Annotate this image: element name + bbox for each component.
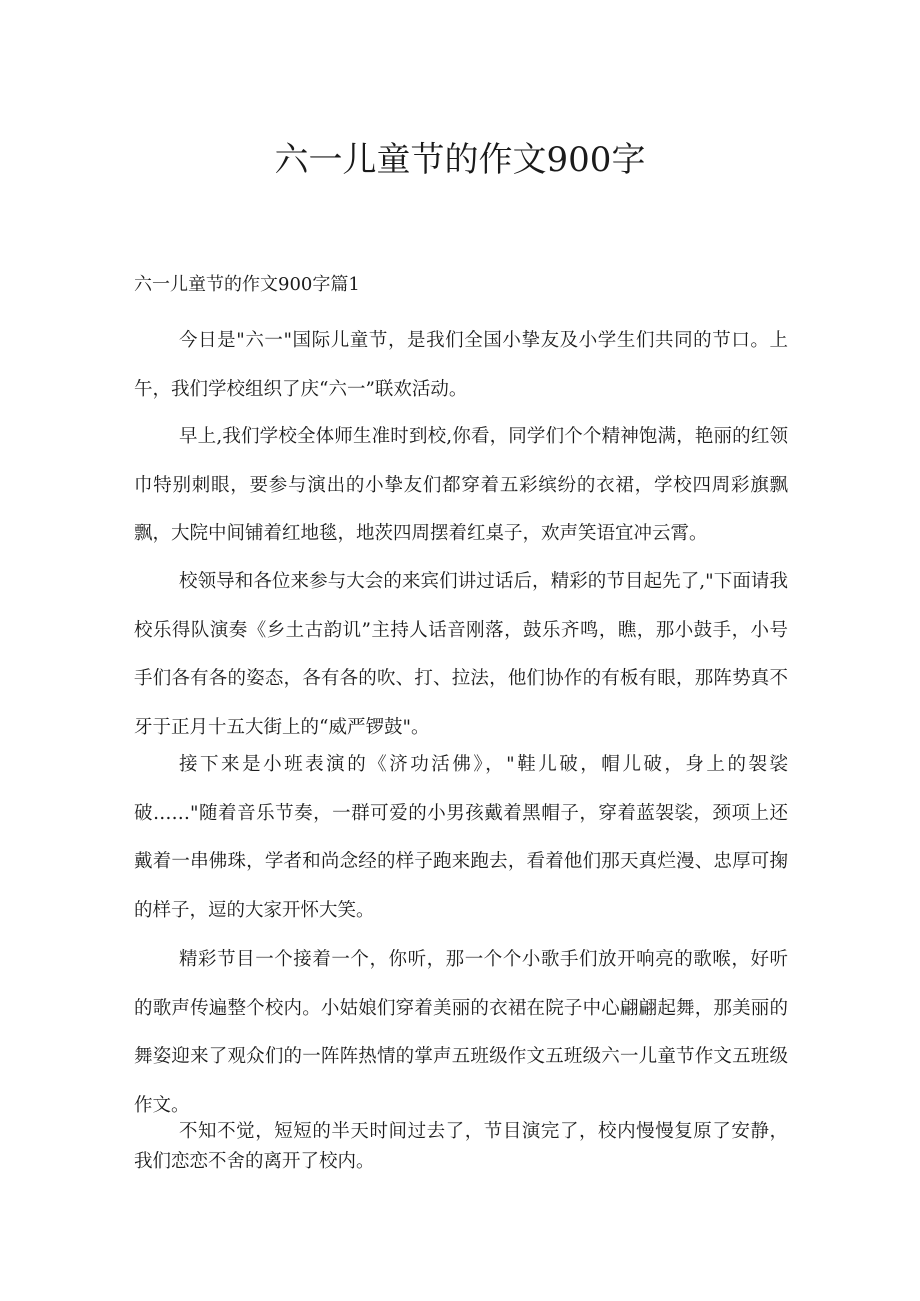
paragraph-1: 今日是"六一"国际儿童节，是我们全国小挚友及小学生们共同的节口。上午，我们学校组织了庆“六一”联欢活动。 bbox=[134, 330, 788, 400]
paragraph-6: 不知不觉，短短的半天时间过去了，节目演完了，校内慢慢复原了安静，我们恋恋不舍的离开了校内。 bbox=[134, 1121, 788, 1172]
paragraph-5: 精彩节目一个接着一个，你听，那一个个小歌手们放开响亮的歌喉，好听的歌声传遍整个校内。小姑娘们穿着美丽的衣裙在院子中心翩翩起舞，那美丽的舞姿迎来了观众们的一阵阵热情的掌声五班级作文五班级六一儿童节作文五班级作文。 bbox=[134, 949, 788, 1116]
paragraph-2: 早上,我们学校全体师生准时到校,你看，同学们个个精神饱满，艳丽的红领巾特别刺眼，要参与演出的小挚友们都穿着五彩缤纷的衣裙，学校四周彩旗飘飘，大院中间铺着红地毯，地茨四周摆着红桌子，欢声笑语宜冲云霄。 bbox=[134, 426, 788, 544]
document-title: 六一儿童节的作文900字 bbox=[274, 140, 646, 180]
paragraph-3: 校领导和各位来参与大会的来宾们讲过话后，精彩的节目起先了,"下面请我校乐得队演奏《乡土古韵讥”主持人话音刚落，鼓乐齐鸣，瞧，那小鼓手，小号手们各有各的姿态，各有各的吹、打、拉法，他们协作的有板有眼，那阵势真不牙于正月十五大街上的“威严锣鼓"。 bbox=[134, 571, 788, 738]
paragraph-4: 接下来是小班表演的《济功活佛》，"鞋儿破，帽儿破，身上的袈裟破……"随着音乐节奏，一群可爱的小男孩戴着黑帽子，穿着蓝袈裟，颈项上还戴着一串佛珠，学者和尚念经的样子跑来跑去，看着他们那天真烂漫、忠厚可掬的样子，逗的大家开怀大笑。 bbox=[134, 754, 788, 921]
section-heading: 六一儿童节的作文900字篇1 bbox=[134, 274, 360, 295]
